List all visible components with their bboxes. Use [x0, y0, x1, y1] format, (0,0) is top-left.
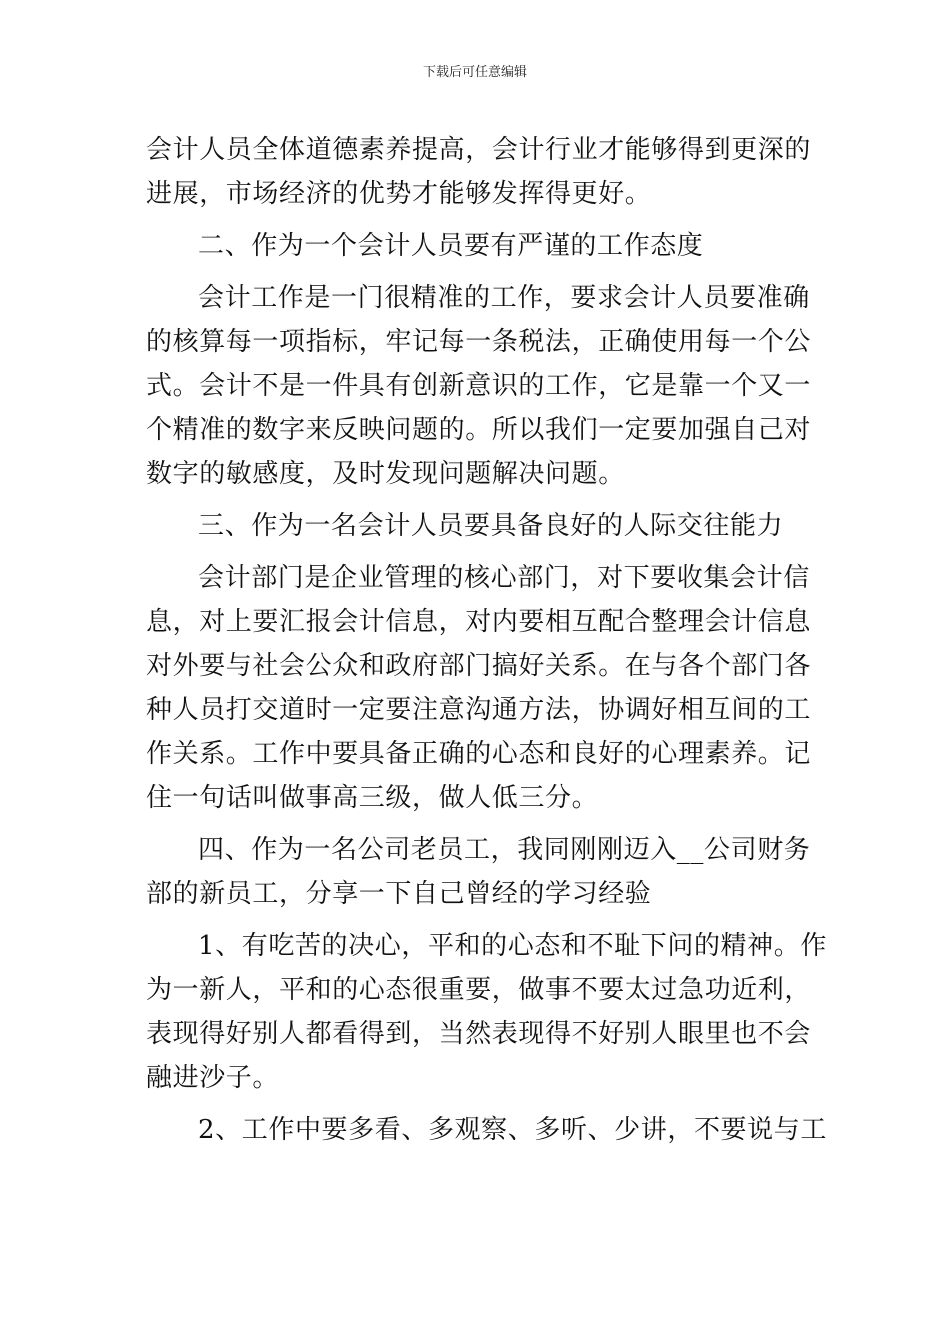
text-line: 为一新人，平和的心态很重要，做事不要太过急功近利，	[146, 975, 812, 1005]
text-line: 部的新员工，分享一下自己曾经的学习经验	[146, 879, 652, 909]
text-line: 息，对上要汇报会计信息，对内要相互配合整理会计信息	[146, 607, 812, 637]
text-line: 作关系。工作中要具备正确的心态和良好的心理素养。记	[146, 739, 812, 769]
text-line: 三、作为一名会计人员要具备良好的人际交往能力	[198, 511, 784, 541]
text-line: 式。会计不是一件具有创新意识的工作，它是靠一个又一	[146, 371, 812, 401]
paragraph	[146, 924, 827, 1100]
page-header: 下载后可任意编辑	[422, 65, 527, 80]
paragraph	[146, 276, 810, 496]
text-line: 的核算每一项指标，牢记每一条税法，正确使用每一个公	[146, 327, 812, 357]
text-line: 会计部门是企业管理的核心部门，对下要收集会计信	[198, 563, 810, 593]
text-line: 2、工作中要多看、多观察、多听、少讲，不要说与工	[198, 1115, 827, 1145]
document-body	[146, 128, 827, 1152]
text-line: 表现得好别人都看得到，当然表现得不好别人眼里也不会	[146, 1019, 812, 1049]
text-line: 二、作为一个会计人员要有严谨的工作态度	[198, 231, 704, 261]
text-line: 对外要与社会公众和政府部门搞好关系。在与各个部门各	[146, 651, 812, 681]
paragraph	[146, 1108, 827, 1152]
text-line: 种人员打交道时一定要注意沟通方法，协调好相互间的工	[146, 695, 812, 725]
text-line: 进展，市场经济的优势才能够发挥得更好。	[146, 179, 652, 209]
text-line: 会计工作是一门很精准的工作，要求会计人员要准确	[198, 283, 810, 313]
text-line: 1、有吃苦的决心，平和的心态和不耻下问的精神。作	[198, 931, 827, 961]
text-line: 会计人员全体道德素养提高，会计行业才能够得到更深的	[146, 135, 812, 165]
section-heading	[146, 504, 810, 548]
paragraph	[146, 128, 810, 216]
section-heading	[146, 828, 810, 916]
paragraph	[146, 556, 810, 820]
text-line: 住一句话叫做事高三级，做人低三分。	[146, 783, 599, 813]
text-line: 融进沙子。	[146, 1063, 280, 1093]
text-line: 四、作为一名公司老员工，我同刚刚迈入__公司财务	[198, 835, 811, 865]
text-line: 数字的敏感度，及时发现问题解决问题。	[146, 459, 625, 489]
section-heading	[146, 224, 810, 268]
text-line: 个精准的数字来反映问题的。所以我们一定要加强自己对	[146, 415, 812, 445]
